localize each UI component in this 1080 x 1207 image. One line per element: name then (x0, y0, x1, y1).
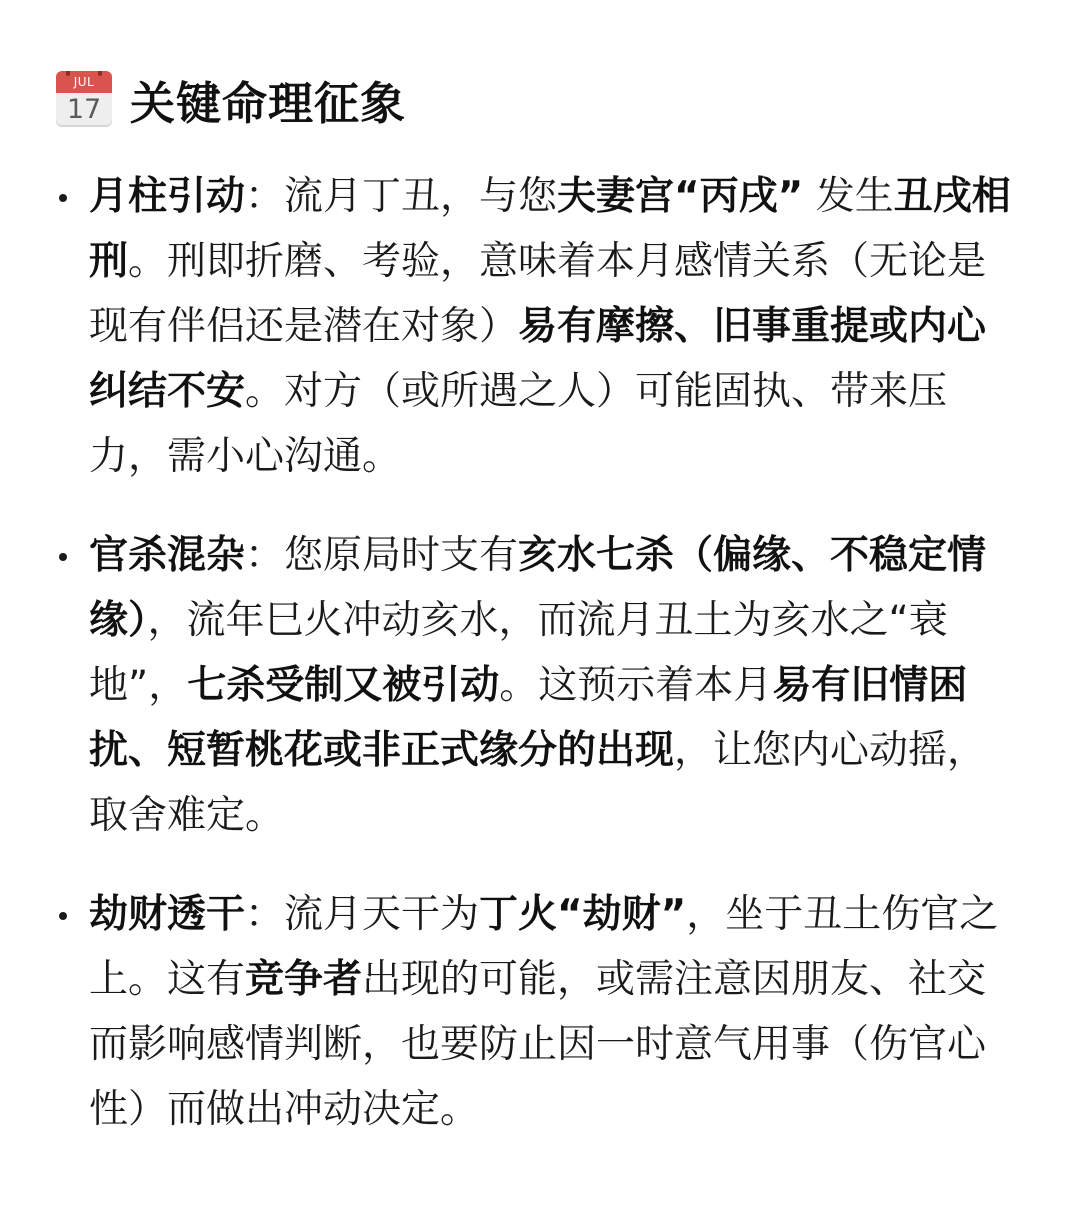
list-item (56, 523, 1024, 848)
item-text: ，让您内心动摇，取舍难定。 (89, 728, 987, 838)
item-text: ：流月天干为 (245, 892, 480, 937)
bullet-icon (59, 912, 67, 920)
bullet-icon (59, 194, 67, 202)
item-emphasis: 七杀受制又被引动 (187, 663, 500, 708)
item-text: ，流年巳火冲动亥水，而流月丑土为亥水之“衰地”， (89, 598, 948, 708)
section-heading (56, 68, 1024, 130)
item-text: 发生 (803, 174, 894, 219)
item-keyword: 官杀混杂 (89, 533, 246, 578)
bullet-icon (59, 553, 67, 561)
item-text: 。刑即折磨、考验，意味着本月感情关系（无论是现有伴侣还是潜在对象） (89, 239, 987, 349)
item-text: ：流月丁丑，与您 (245, 174, 558, 219)
item-emphasis: 夫妻宫“丙戌” (557, 174, 804, 219)
item-emphasis: 亥水七杀（偏缘、不稳定情缘） (89, 533, 987, 643)
item-emphasis: 易有摩擦、旧事重提或内心纠结不安 (89, 304, 987, 414)
item-text: 出现的可能，或需注意因朋友、社交而影响感情判断，也要防止因一时意气用事（伤官心性）而做出冲动决定。 (89, 957, 987, 1132)
calendar-month: JUL (56, 71, 112, 93)
item-text: ：您原局时支有 (245, 533, 519, 578)
calendar-icon (56, 71, 112, 127)
page-title: 关键命理征象 (130, 76, 407, 130)
list-item (56, 882, 1024, 1142)
item-text: ，坐于丑土伤官之上。这有 (89, 892, 999, 1002)
item-emphasis: 竞争者 (245, 957, 363, 1002)
item-keyword: 劫财透干 (89, 892, 246, 937)
item-text: 。对方（或所遇之人）可能固执、带来压力，需小心沟通。 (89, 369, 948, 479)
bullet-list (56, 164, 1024, 1142)
item-keyword: 月柱引动 (89, 174, 246, 219)
item-emphasis: 易有旧情困扰、短暂桃花或非正式缘分的出现 (89, 663, 968, 773)
item-emphasis: 丁火“劫财” (479, 892, 687, 937)
item-text: 。这预示着本月 (499, 663, 773, 708)
item-emphasis: 丑戌相刑 (89, 174, 1011, 284)
list-item (56, 164, 1024, 489)
calendar-day: 17 (66, 94, 102, 125)
